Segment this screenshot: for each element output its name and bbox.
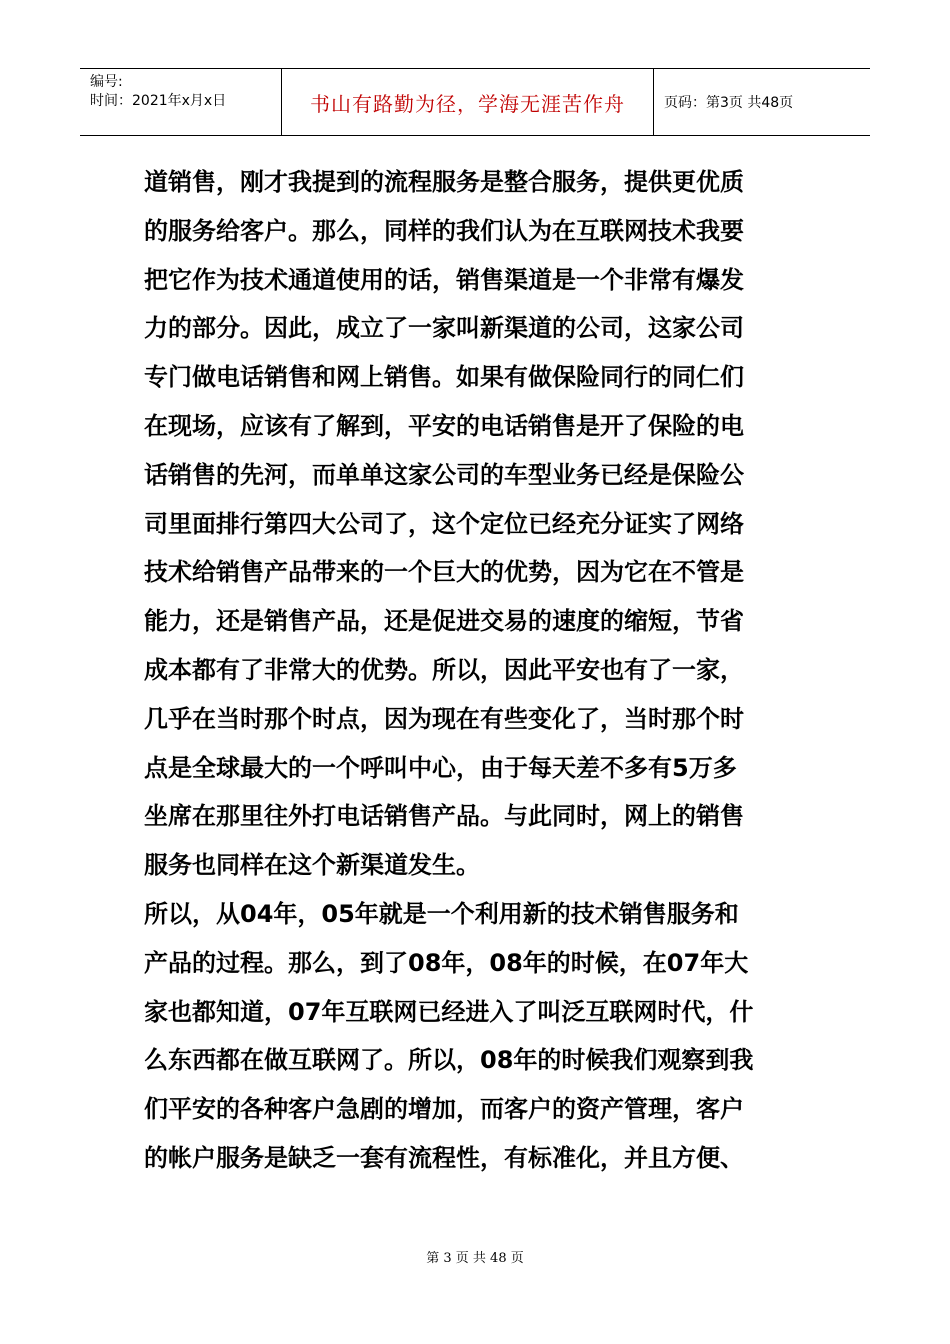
body-line: 司里面排行第四大公司了，这个定位已经充分证实了网络 [144,509,744,538]
body-line: 点是全球最大的一个呼叫中心，由于每天差不多有5万多 [144,753,737,782]
body-line: 力的部分。因此，成立了一家叫新渠道的公司，这家公司 [144,314,744,343]
header-page-cell [654,69,870,135]
header-motto-cell [282,69,654,135]
body-line: 技术给销售产品带来的一个巨大的优势，因为它在不管是 [144,558,744,587]
body-line: 把它作为技术通道使用的话，销售渠道是一个非常有爆发 [144,265,744,294]
body-line: 话销售的先河，而单单这家公司的车型业务已经是保险公 [144,460,744,489]
body-line: 服务也同样在这个新渠道发生。 [144,851,480,880]
body-line: 坐席在那里往外打电话销售产品。与此同时，网上的销售 [144,802,744,831]
page-footer: 第 3 页 共 48 页 [426,1251,524,1266]
body-line: 道销售，刚才我提到的流程服务是整合服务，提供更优质 [144,168,744,196]
body-line: 么东西都在做互联网了。所以，08年的时候我们观察到我 [144,1046,754,1075]
header-motto: 书山有路勤为径，学海无涯苦作舟 [310,91,625,116]
body-line: 的服务给客户。那么，同样的我们认为在互联网技术我要 [144,216,744,245]
body-line: 产品的过程。那么，到了08年，08年的时候，在07年大 [144,948,749,977]
document-time-label: 时间：2021年x月x日 [90,93,227,109]
header-meta-cell [80,69,282,135]
body-line: 所以，从04年，05年就是一个利用新的技术销售服务和 [144,899,739,928]
body-line: 专门做电话销售和网上销售。如果有做保险同行的同仁们 [144,363,744,392]
body-line: 们平安的各种客户急剧的增加，而客户的资产管理，客户 [144,1095,744,1124]
header-page-info: 页码：第3页 共48页 [664,95,794,111]
body-line: 成本都有了非常大的优势。所以，因此平安也有了一家， [144,655,744,684]
body-line: 家也都知道，07年互联网已经进入了叫泛互联网时代，什 [144,997,754,1026]
body-line: 的帐户服务是缺乏一套有流程性，有标准化，并且方便、 [144,1143,744,1172]
document-number-label: 编号: [90,74,123,90]
body-text [144,158,824,1183]
body-line: 在现场，应该有了解到，平安的电话销售是开了保险的电 [144,411,744,440]
body-line: 几乎在当时那个时点，因为现在有些变化了，当时那个时 [144,704,744,733]
document-header [80,68,870,136]
body-line: 能力，还是销售产品，还是促进交易的速度的缩短，节省 [144,607,744,636]
